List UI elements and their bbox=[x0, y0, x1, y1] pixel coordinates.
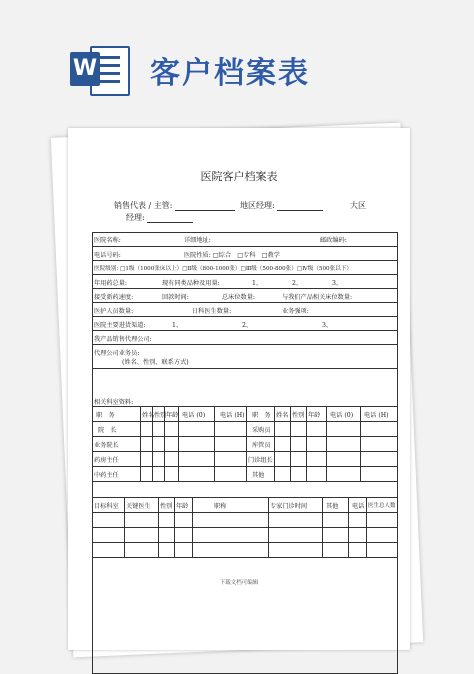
table-grid-line bbox=[360, 406, 361, 481]
table-grid-line bbox=[152, 406, 153, 481]
form-field-label: 3、 bbox=[332, 280, 343, 287]
form-field-label: 职 务 bbox=[252, 412, 271, 419]
table-row bbox=[92, 316, 398, 331]
form-field-label: 2、 bbox=[292, 280, 303, 287]
table-grid-line bbox=[322, 497, 323, 557]
form-field-label: 相关科室资料: bbox=[94, 399, 134, 406]
form-field-label: 性别 bbox=[160, 503, 173, 510]
form-field-label: 我产品销售代理公司: bbox=[94, 336, 152, 343]
form-field-label: 代理公司业务员: bbox=[94, 350, 140, 357]
sales-rep-label: 销售代表 / 主管: bbox=[114, 201, 173, 210]
document-banner bbox=[0, 0, 474, 118]
form-field-label: 日科医生数量: bbox=[192, 308, 232, 315]
form-field-label: 医院性质: □综合 □专科 □教学 bbox=[184, 252, 280, 259]
form-field-label: 年龄 bbox=[176, 503, 189, 510]
form-field-label: 采购员 bbox=[252, 427, 271, 434]
sales-rep-field[interactable] bbox=[175, 202, 235, 211]
table-grid-line bbox=[366, 497, 367, 557]
expert-row bbox=[92, 542, 398, 558]
table-grid-line bbox=[164, 406, 165, 481]
manager-field[interactable] bbox=[147, 214, 193, 223]
form-field-label: 医院名称: bbox=[94, 237, 121, 244]
form-field-label: 姓名 bbox=[142, 412, 155, 419]
form-field-label: 性别 bbox=[292, 412, 305, 419]
word-badge-letter: W bbox=[70, 52, 100, 86]
banner-title: 客户档案表 bbox=[150, 56, 310, 91]
form-field-label: 中药主任 bbox=[94, 472, 119, 479]
table-grid-line bbox=[268, 497, 269, 557]
table-bottom bbox=[92, 557, 398, 558]
form-field-label: 业务院长 bbox=[94, 442, 119, 449]
expert-header-row bbox=[92, 497, 398, 513]
table-grid-line bbox=[246, 406, 247, 481]
form-field-label: 3、 bbox=[322, 322, 333, 329]
document-title: 医院客户档案表 bbox=[200, 170, 278, 183]
table-grid-line bbox=[214, 406, 215, 481]
word-document-icon bbox=[70, 42, 128, 96]
staff-row bbox=[92, 466, 398, 482]
staff-row bbox=[92, 451, 398, 467]
form-field-label: 与我们产品相关床位数量: bbox=[282, 294, 353, 301]
table-grid-line bbox=[290, 406, 291, 481]
area-manager-field[interactable] bbox=[277, 202, 323, 211]
staff-header-row bbox=[92, 406, 398, 422]
form-field-label: 回款时间: bbox=[162, 294, 189, 301]
form-field-label: 电话 (H) bbox=[364, 412, 389, 419]
table-grid-line bbox=[348, 497, 349, 557]
customer-form-table bbox=[92, 232, 398, 674]
form-field-label: 门诊组长 bbox=[248, 457, 273, 464]
form-field-label: 电话 (0) bbox=[182, 412, 206, 419]
form-field-label: 接受新药速度: bbox=[94, 294, 134, 301]
table-grid-line bbox=[158, 497, 159, 557]
table-grid-line bbox=[140, 406, 141, 481]
spacer-row bbox=[92, 481, 398, 498]
form-field-label: 姓名 bbox=[276, 412, 289, 419]
table-grid-line bbox=[306, 406, 307, 481]
table-grid-line bbox=[124, 497, 125, 557]
form-field-label: (姓名、性别、联系方式) bbox=[122, 359, 189, 366]
table-row bbox=[92, 232, 398, 246]
table-row bbox=[92, 246, 398, 261]
table-row bbox=[92, 302, 398, 317]
form-field-label: 库管员 bbox=[252, 442, 271, 449]
area-manager-label: 地区经理: bbox=[240, 201, 275, 210]
manager-label: 经理: bbox=[126, 213, 145, 222]
form-field-label: 院 长 bbox=[98, 427, 117, 434]
form-field-label: 专家门诊时间 bbox=[270, 503, 308, 510]
form-field-label: 职称 bbox=[214, 503, 227, 510]
form-field-label: 其他 bbox=[326, 503, 339, 510]
table-row bbox=[92, 368, 398, 407]
table-grid-line bbox=[326, 406, 327, 481]
form-field-label: 现有同类品种及用量: bbox=[162, 280, 220, 287]
form-field-label: 2、 bbox=[242, 322, 253, 329]
table-row bbox=[92, 330, 398, 345]
form-field-label: 性别 bbox=[154, 412, 167, 419]
table-row bbox=[92, 274, 398, 289]
page-footer: 下载文档可编辑 bbox=[219, 580, 259, 586]
form-field-label: 邮政编码: bbox=[320, 237, 347, 244]
document-page bbox=[68, 128, 410, 650]
form-field-label: 1、 bbox=[172, 322, 183, 329]
region-label: 大区 bbox=[350, 201, 366, 210]
table-row bbox=[92, 260, 398, 275]
form-field-label: 医院级别: □1级（1000张床以上）□Ⅱ级（800-1000张）□Ⅲ级（500-800张）□Ⅳ级（500张以下） bbox=[94, 266, 352, 272]
form-field-label: 医生总人数 bbox=[368, 503, 396, 509]
table-grid-line bbox=[192, 497, 193, 557]
form-field-label: 职 务 bbox=[96, 412, 115, 419]
table-grid-line bbox=[174, 497, 175, 557]
form-field-label: 年龄 bbox=[308, 412, 321, 419]
form-field-label: 电话号码: bbox=[94, 252, 121, 259]
form-field-label: 目标科室 bbox=[94, 503, 119, 510]
expert-row bbox=[92, 512, 398, 528]
form-field-label: 详细地址: bbox=[184, 237, 211, 244]
form-field-label: 电话 bbox=[352, 503, 365, 510]
table-row bbox=[92, 288, 398, 303]
form-field-label: 其他 bbox=[252, 472, 265, 479]
form-field-label: 电话 (0) bbox=[330, 412, 354, 419]
form-field-label: 业务强项: bbox=[282, 308, 309, 315]
staff-row bbox=[92, 421, 398, 437]
table-row bbox=[92, 344, 398, 369]
form-field-label: 电话 (H) bbox=[220, 412, 245, 419]
form-field-label: 药房主任 bbox=[94, 457, 119, 464]
form-field-label: 总床位数量: bbox=[222, 294, 256, 301]
form-field-label: 1、 bbox=[252, 280, 263, 287]
staff-row bbox=[92, 436, 398, 452]
form-field-label: 医院主要进货渠道: bbox=[94, 322, 146, 329]
form-field-label: 年用药总量: bbox=[94, 280, 128, 287]
form-field-label: 年龄 bbox=[166, 412, 179, 419]
table-grid-line bbox=[178, 406, 179, 481]
form-field-label: 关键医生 bbox=[126, 503, 151, 510]
form-field-label: 医护人员数量: bbox=[94, 308, 134, 315]
expert-row bbox=[92, 527, 398, 543]
table-grid-line bbox=[274, 406, 275, 481]
